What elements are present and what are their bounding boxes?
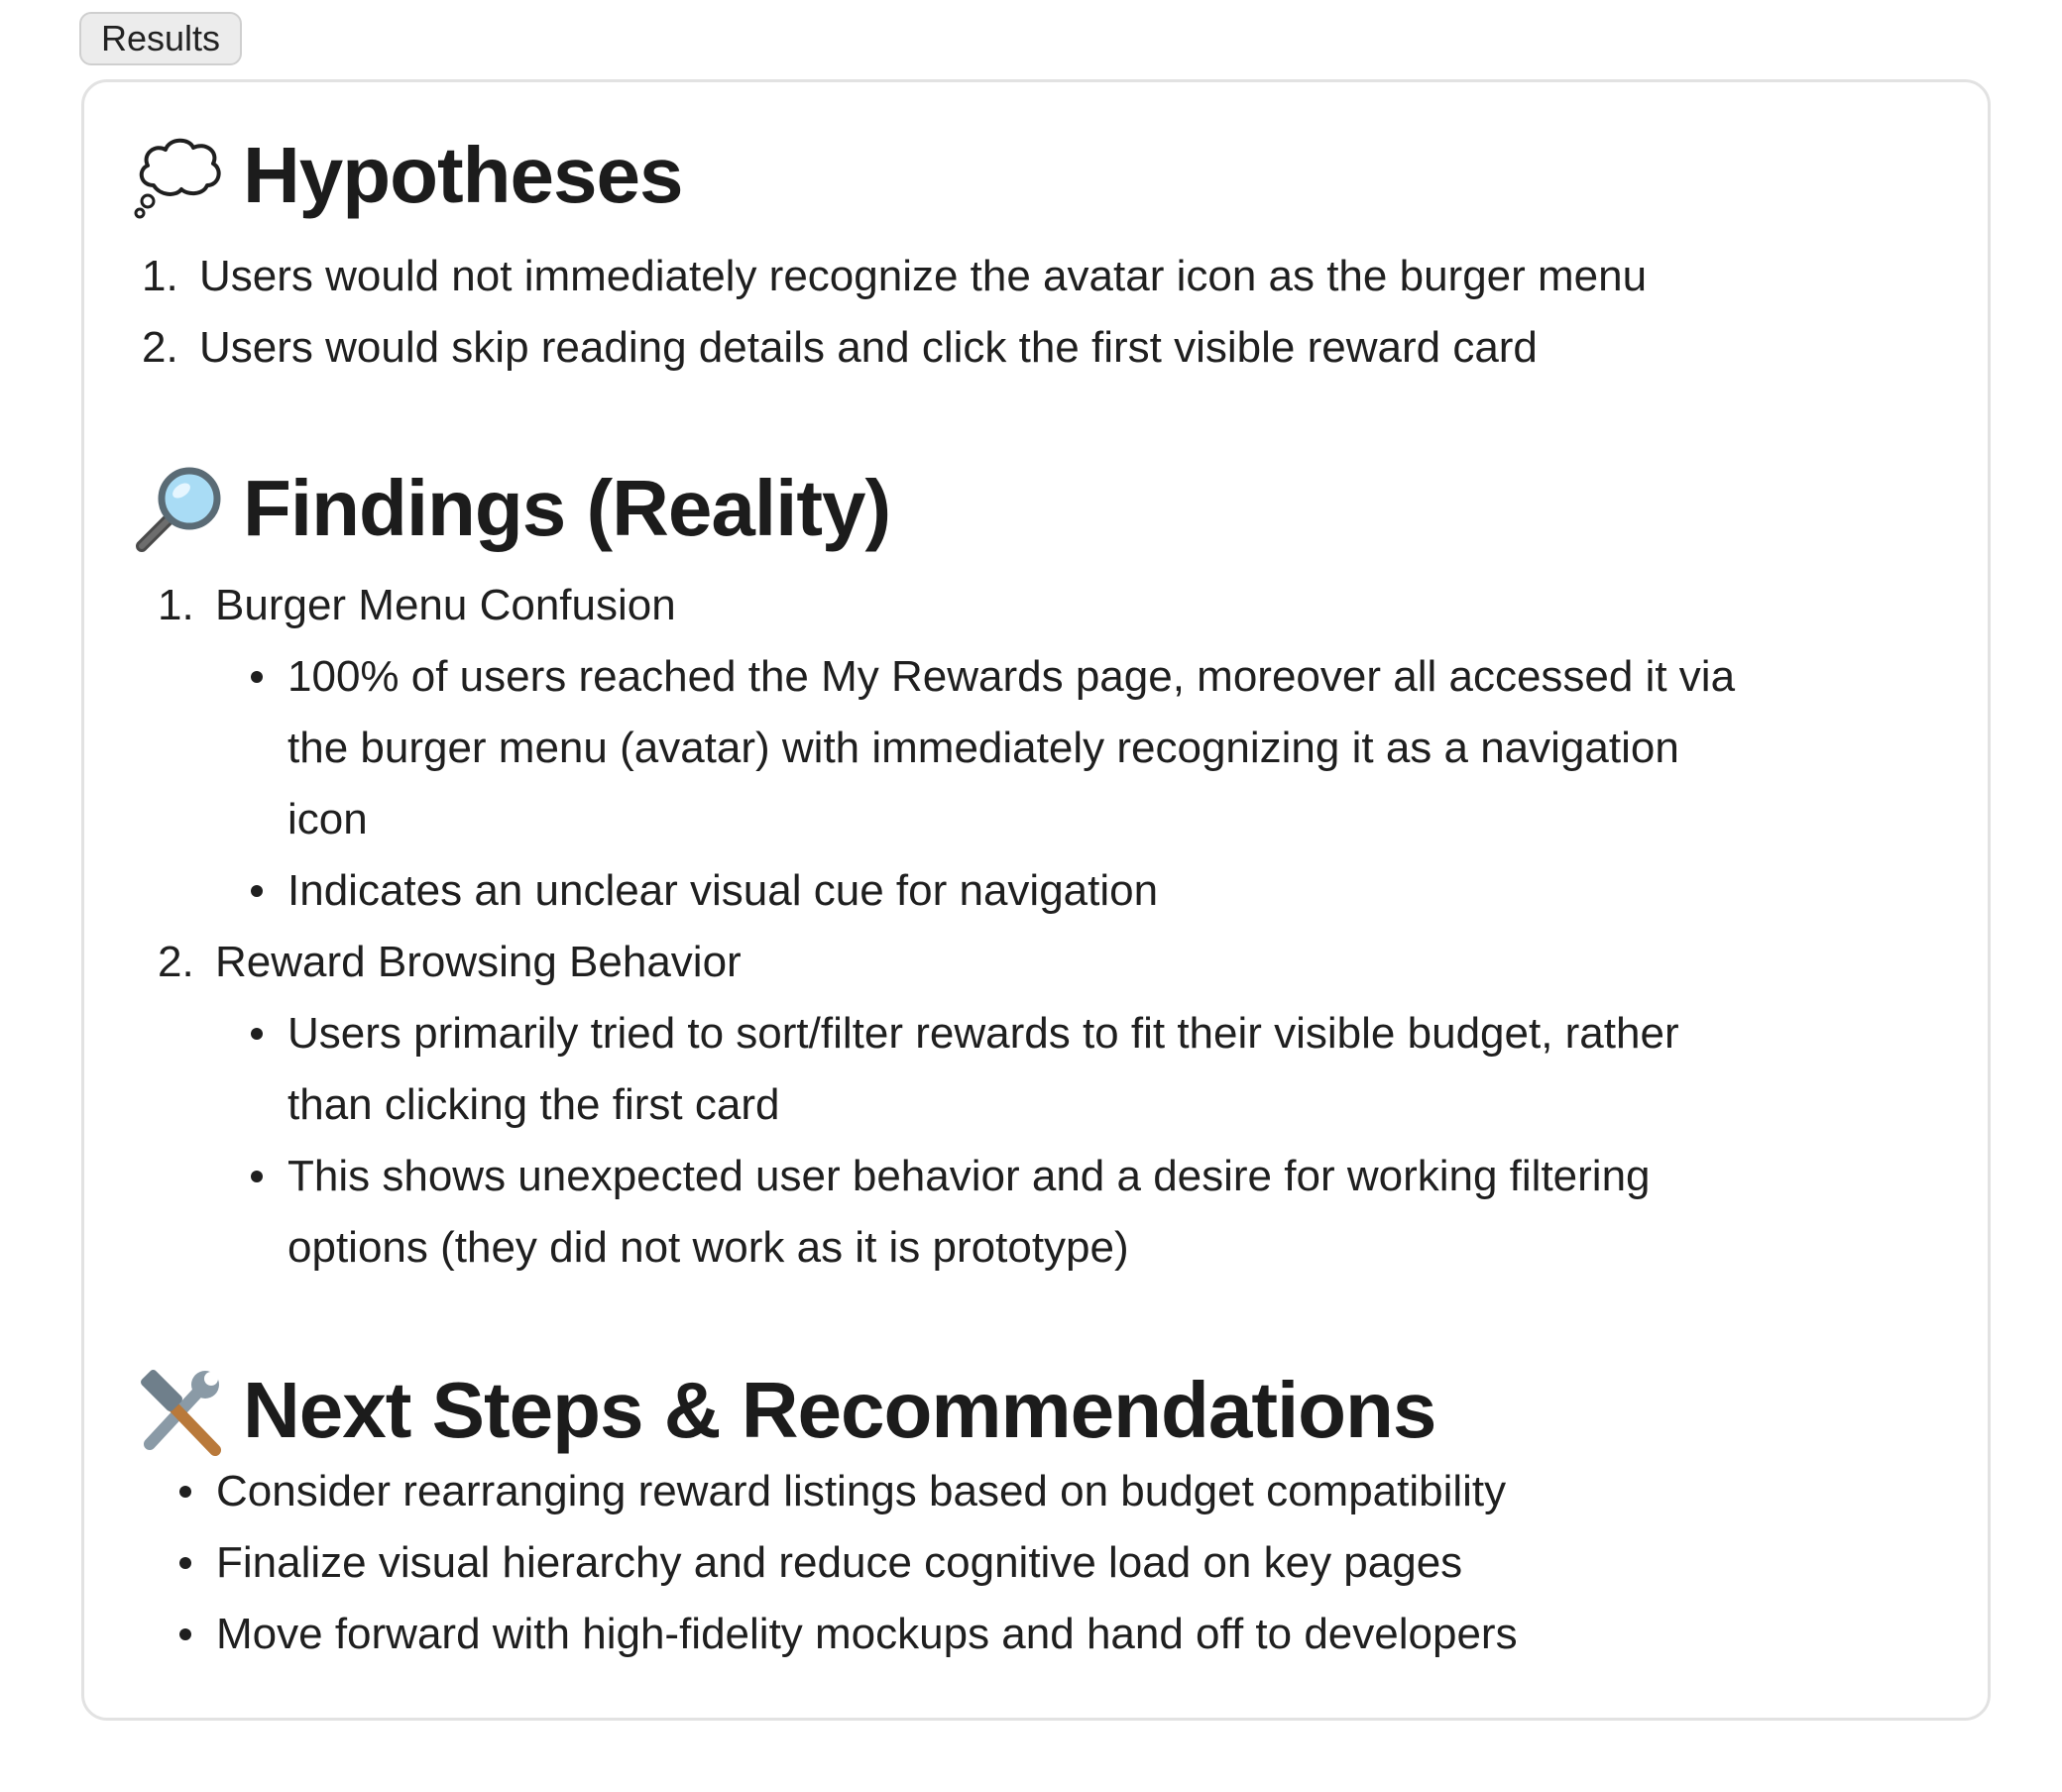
bullet-text-line: the burger menu (avatar) with immediately recognizing it as a navigation — [287, 724, 1679, 772]
bullet-text-line: 100% of users reached the My Rewards page, moreover all accessed it via — [287, 652, 1736, 701]
bullet-marker — [251, 885, 263, 897]
bullet-text-line: Users primarily tried to sort/filter rewards to fit their visible budget, rather — [287, 1009, 1679, 1058]
findings-title: Findings (Reality) — [243, 464, 891, 552]
results-tab[interactable]: Results — [79, 12, 242, 65]
list-item: Move forward with high-fidelity mockups and hand off to developers — [216, 1610, 1518, 1658]
thought-balloon-icon — [132, 128, 227, 223]
next-steps-title: Next Steps & Recommendations — [243, 1366, 1436, 1454]
bullet-text-line: Indicates an unclear visual cue for navigation — [287, 866, 1159, 915]
list-item — [142, 312, 1538, 384]
list-item: Consider rearranging reward listings based on budget compatibility — [216, 1467, 1507, 1515]
list-item: Finalize visual hierarchy and reduce cognitive load on key pages — [216, 1538, 1463, 1587]
list-marker: 2. — [158, 938, 194, 986]
list-marker: 1. — [158, 581, 194, 629]
findings-heading — [132, 459, 890, 558]
bullet-text-line: icon — [287, 795, 368, 843]
hypotheses-title: Hypotheses — [243, 131, 683, 219]
magnifying-glass-icon — [132, 461, 227, 556]
list-item — [158, 570, 676, 641]
list-item-text: Burger Menu Confusion — [215, 581, 676, 629]
bullet-marker — [179, 1486, 191, 1498]
bullet-marker — [179, 1628, 191, 1640]
bullet-marker — [179, 1557, 191, 1569]
bullet-text-line: This shows unexpected user behavior and a desire for working filtering — [287, 1152, 1651, 1200]
list-marker: 1. — [142, 252, 178, 300]
bullet-text-line: options (they did not work as it is prototype) — [287, 1223, 1129, 1272]
results-card — [81, 79, 1991, 1721]
list-item-text: Users would skip reading details and click the first visible reward card — [199, 323, 1538, 372]
list-marker: 2. — [142, 323, 178, 372]
bullet-marker — [251, 1171, 263, 1182]
next-steps-heading — [132, 1361, 1435, 1460]
list-item-text: Reward Browsing Behavior — [215, 938, 742, 986]
bullet-marker — [251, 1028, 263, 1040]
hammer-and-wrench-icon — [132, 1363, 227, 1458]
list-item-text: Users would not immediately recognize the avatar icon as the burger menu — [199, 252, 1648, 300]
bullet-marker — [251, 671, 263, 683]
list-item — [142, 241, 1648, 312]
bullet-text-line: than clicking the first card — [287, 1080, 780, 1129]
hypotheses-heading — [132, 126, 682, 225]
list-item — [158, 927, 742, 998]
